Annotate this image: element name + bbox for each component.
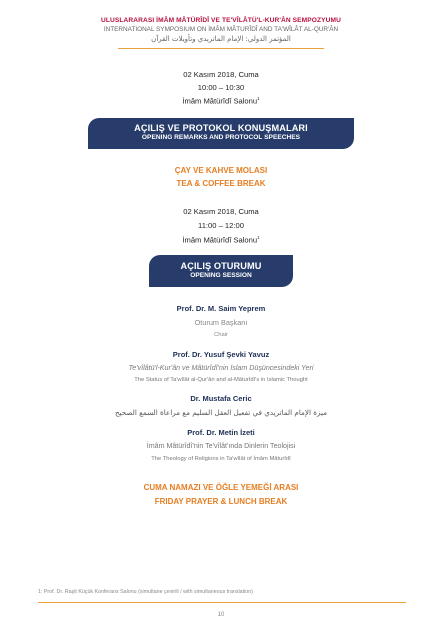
session1-date: 02 Kasım 2018, Cuma <box>183 70 259 79</box>
header-divider <box>118 48 324 49</box>
symposium-title-en: INTERNATIONAL SYMPOSIUM ON İMÂM MÂTURÎDÎ AND TA'WÎLÂT AL-QUR'ÂN <box>103 26 339 33</box>
opening-remarks-banner <box>88 118 354 149</box>
footnote: 1: Prof. Dr. Raşit Küçük Konferans Salonu (simultane çevirili / with simultaneous translation) <box>38 589 253 595</box>
talk-title-en: The Status of Ta'wîlât al-Qur'ân and al-Mâturîdî's in Islamic Thought <box>134 377 308 383</box>
speaker-name: Dr. Mustafa Ceric <box>190 394 252 403</box>
speaker-name: Prof. Dr. Yusuf Şevki Yavuz <box>172 350 270 359</box>
footnote-ref: 1 <box>257 235 260 240</box>
session1-time: 10:00 – 10:30 <box>197 83 245 92</box>
opening-session-banner <box>149 255 293 287</box>
chair-role-tr: Oturum Başkanı <box>194 318 248 327</box>
banner-title-tr: AÇILIŞ VE PROTOKOL KONUŞMALARI <box>134 123 308 133</box>
banner-title-en: OPENING SESSION <box>190 272 252 279</box>
chair-role-en: Chair <box>214 332 228 338</box>
symposium-title-tr: ULUSLARARASI İMÂM MÂTÜRÎDÎ VE TE'VÎLÂTÜ'L-KUR'ÂN SEMPOZYUMU <box>101 17 341 24</box>
talk-title-tr: Te'vîlâtü'l-Kur'ân ve Mâtürîdî'nin İslam Düşüncesindeki Yeri <box>128 364 314 372</box>
session2-date: 02 Kasım 2018, Cuma <box>183 207 259 216</box>
talk-title-tr: İmâm Mâtürîdî'nin Te'vîlât'ında Dinlerin Teolojisi <box>146 442 296 450</box>
tea-break-en: TEA & COFFEE BREAK <box>176 179 266 188</box>
page-number: 10 <box>217 612 225 618</box>
talk-title-ar: ميزة الإمام الماتريدي في تفعيل العقل السليم مع مراعاة السمع الصحيح <box>114 408 328 417</box>
symposium-title-ar: المؤتمر الدولي: الإمام الماتريدي وتأويلات القرآن <box>151 35 291 43</box>
session2-time: 11:00 – 12:00 <box>198 221 244 230</box>
talk-title-en: The Theology of Religions in Ta'wîlât of İmâm Mâturîdî <box>151 456 291 462</box>
session2-venue: İmâm Mâtürîdî Salonu$^1$ <box>182 235 260 245</box>
footnote-ref: 1 <box>257 96 260 101</box>
session1-venue: İmâm Mâtürîdî Salonu$^1$ <box>182 96 260 106</box>
banner-title-tr: AÇILIŞ OTURUMU <box>180 261 262 271</box>
banner-title-en: OPENING REMARKS AND PROTOCOL SPEECHES <box>141 134 301 141</box>
lunch-break-tr: CUMA NAMAZI VE ÖĞLE YEMEĞİ ARASI <box>143 483 299 492</box>
footer-divider <box>38 602 406 603</box>
speaker-name: Prof. Dr. Metin İzeti <box>187 428 255 437</box>
tea-break-tr: ÇAY VE KAHVE MOLASI <box>174 166 268 175</box>
lunch-break-en: FRIDAY PRAYER & LUNCH BREAK <box>154 497 288 506</box>
chair-name: Prof. Dr. M. Saim Yeprem <box>176 304 266 313</box>
